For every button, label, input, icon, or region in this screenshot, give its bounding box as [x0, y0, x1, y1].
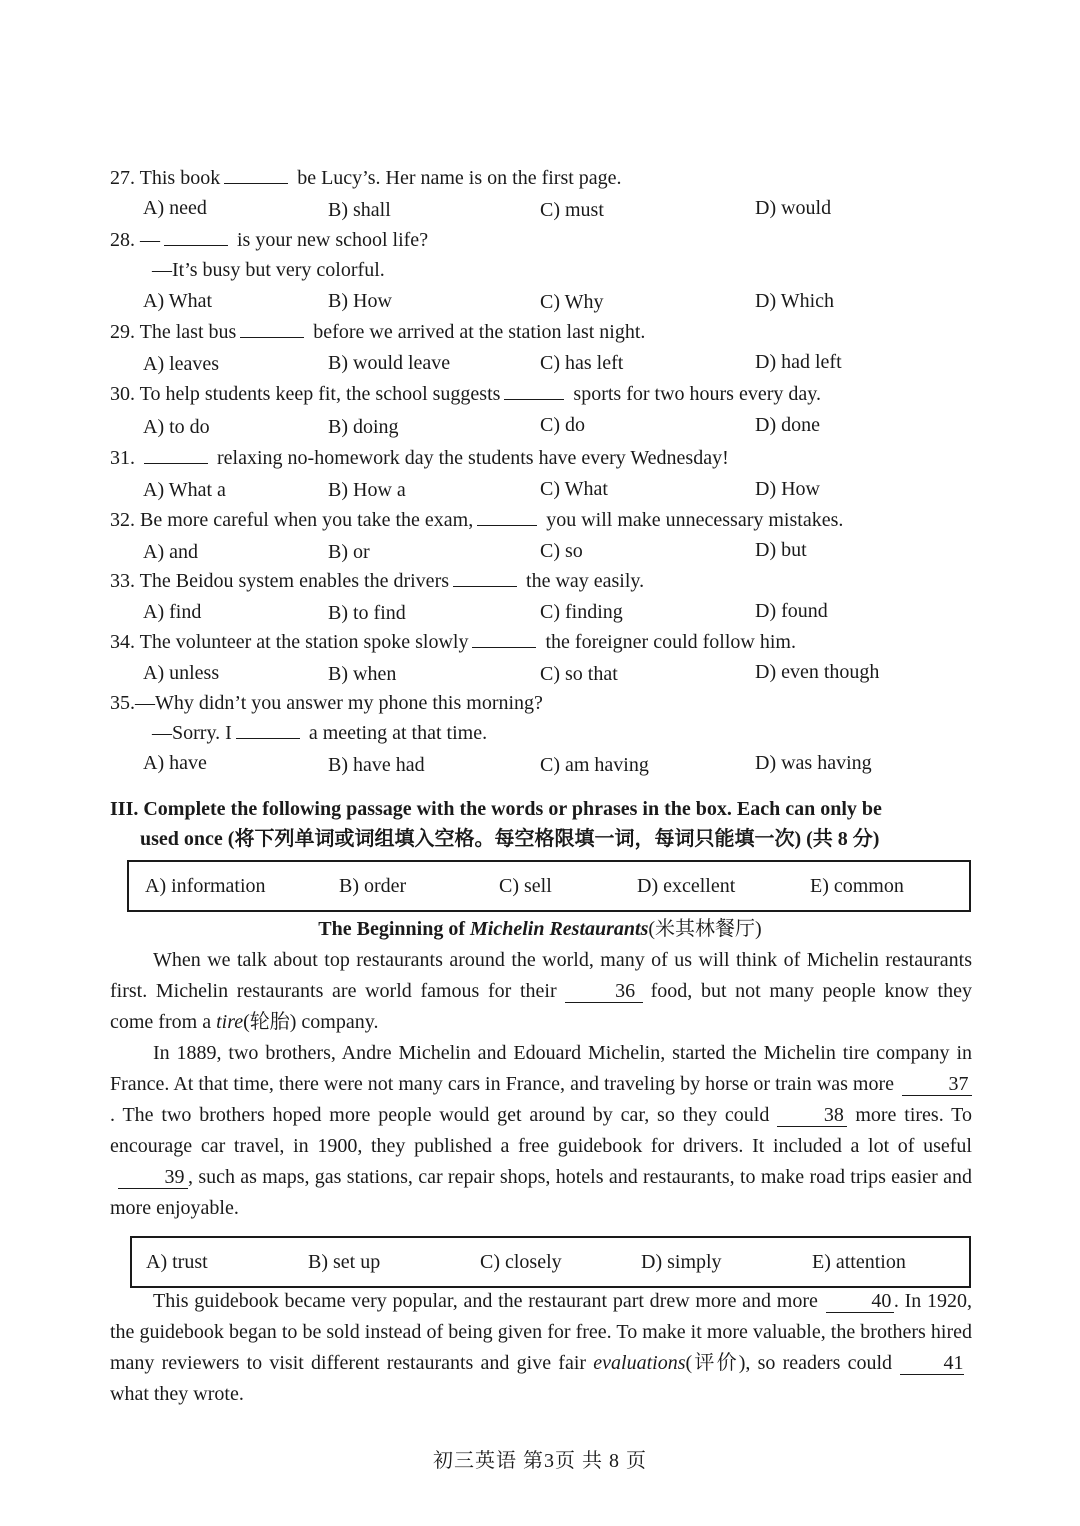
- option-a: A) What a: [143, 479, 226, 501]
- option-a: A) find: [143, 601, 202, 623]
- paragraph-1: When we talk about top restaurants around the world, many of us will think of Michelin restaurants first. Michelin restaurants are world famous for their 36 food, but not many people know they come from a tire(轮胎) company.: [110, 949, 972, 1033]
- word-box-1: [127, 860, 971, 912]
- passage-body-1: [110, 945, 972, 1224]
- blank-36: 36: [565, 980, 643, 1003]
- option-b: B) shall: [328, 199, 391, 221]
- word-option-b: B) order: [339, 875, 407, 897]
- word-option-b: B) set up: [308, 1251, 381, 1273]
- option-a: A) and: [143, 541, 198, 563]
- option-c: C) am having: [540, 754, 649, 776]
- word-option-c: C) closely: [480, 1251, 562, 1273]
- answer-blank: [236, 720, 300, 739]
- word-option-d: D) excellent: [637, 875, 736, 897]
- question-32: 32. Be more careful when you take the exam, you will make unnecessary mistakes.: [110, 509, 844, 531]
- option-a: A) leaves: [143, 353, 220, 375]
- page-footer: 初三英语 第3页 共 8 页: [433, 1450, 647, 1472]
- word-option-e: E) common: [810, 875, 904, 897]
- option-d: D) would: [755, 197, 832, 219]
- question-33: 33. The Beidou system enables the drivers the way easily.: [110, 570, 645, 592]
- answer-blank: [453, 568, 517, 587]
- word-option-a: A) trust: [146, 1251, 208, 1273]
- answer-blank: [240, 319, 304, 338]
- dialogue-reply: —It’s busy but very colorful.: [152, 259, 385, 281]
- option-a: A) have: [143, 752, 207, 774]
- option-c: C) Why: [540, 291, 604, 313]
- blank-41: 41: [900, 1352, 964, 1375]
- answer-blank: [472, 629, 536, 648]
- option-b: B) How a: [328, 479, 406, 501]
- option-c: C) so: [540, 540, 583, 562]
- answer-blank: [477, 507, 537, 526]
- option-c: C) What: [540, 478, 608, 500]
- section-heading: III. Complete the following passage with the words or phrases in the box. Each can only be: [110, 798, 882, 820]
- word-option-d: D) simply: [641, 1251, 722, 1273]
- paragraph-2: In 1889, two brothers, Andre Michelin and Edouard Michelin, started the Michelin tire company in France. At that time, there were not many cars in France, and traveling by horse or train was more 37. The two brothers hoped more people would get around by car, so they could 38 more tires. To encourage car travel, in 1900, they published a free guidebook for drivers. It included a lot of useful39 , such as maps, gas stations, car repair shops, hotels and restaurants, to make road trips easier and more enjoyable.: [110, 1042, 972, 1219]
- option-d: D) Which: [755, 290, 835, 312]
- answer-blank: [504, 381, 564, 400]
- passage-body-2: [110, 1286, 972, 1410]
- option-a: A) need: [143, 197, 207, 219]
- option-c: C) finding: [540, 601, 623, 623]
- answer-blank: [144, 445, 208, 464]
- section-instructions: used once (将下列单词或词组填入空格。每空格限填一词，每词只能填一次) (共 8 分): [140, 828, 880, 850]
- option-d: D) done: [755, 414, 820, 436]
- option-d: D) had left: [755, 351, 842, 373]
- option-b: B) have had: [328, 754, 425, 776]
- question-35: 35.—Why didn’t you answer my phone this morning?: [110, 692, 543, 714]
- blank-39: 39: [118, 1166, 188, 1189]
- question-27: 27. This book be Lucy’s. Her name is on the first page.: [110, 167, 622, 189]
- option-c: C) has left: [540, 352, 624, 374]
- option-a: A) unless: [143, 662, 220, 684]
- option-c: C) so that: [540, 663, 618, 685]
- passage-title: The Beginning of Michelin Restaurants(米其林餐厅): [318, 918, 762, 940]
- answer-blank: [164, 227, 228, 246]
- word-option-e: E) attention: [812, 1251, 906, 1273]
- blank-40: 40: [826, 1290, 894, 1313]
- option-d: D) How: [755, 478, 820, 500]
- question-28: 28. — is your new school life?: [110, 229, 429, 251]
- answer-blank: [224, 165, 288, 184]
- paragraph-3: This guidebook became very popular, and the restaurant part drew more and more 40 . In 1920, the guidebook began to be sold instead of being given for free. To make it more valuable, the brothers hired many reviewers to visit different restaurants and give fair evaluations(评价), so readers could 41what they wrote.: [110, 1290, 972, 1405]
- option-d: D) found: [755, 600, 828, 622]
- option-b: B) How: [328, 290, 392, 312]
- option-d: D) but: [755, 539, 807, 561]
- question-31: 31. relaxing no-homework day the students have every Wednesday!: [110, 447, 729, 469]
- option-c: C) must: [540, 199, 604, 221]
- option-c: C) do: [540, 414, 585, 436]
- option-b: B) doing: [328, 416, 399, 438]
- option-d: D) even though: [755, 661, 880, 683]
- option-b: B) would leave: [328, 352, 451, 374]
- word-option-a: A) information: [145, 875, 266, 897]
- option-d: D) was having: [755, 752, 872, 774]
- question-34: 34. The volunteer at the station spoke slowly the foreigner could follow him.: [110, 631, 796, 653]
- option-a: A) to do: [143, 416, 210, 438]
- dialogue-reply: —Sorry. I a meeting at that time.: [152, 722, 488, 744]
- option-b: B) or: [328, 541, 370, 563]
- option-b: B) when: [328, 663, 397, 685]
- option-a: A) What: [143, 290, 213, 312]
- question-30: 30. To help students keep fit, the school suggests sports for two hours every day.: [110, 383, 821, 405]
- word-option-c: C) sell: [499, 875, 552, 897]
- question-29: 29. The last bus before we arrived at the station last night.: [110, 321, 646, 343]
- option-b: B) to find: [328, 602, 406, 624]
- blank-37: 37: [902, 1073, 972, 1096]
- word-box-2: [130, 1236, 971, 1288]
- blank-38: 38: [777, 1104, 847, 1127]
